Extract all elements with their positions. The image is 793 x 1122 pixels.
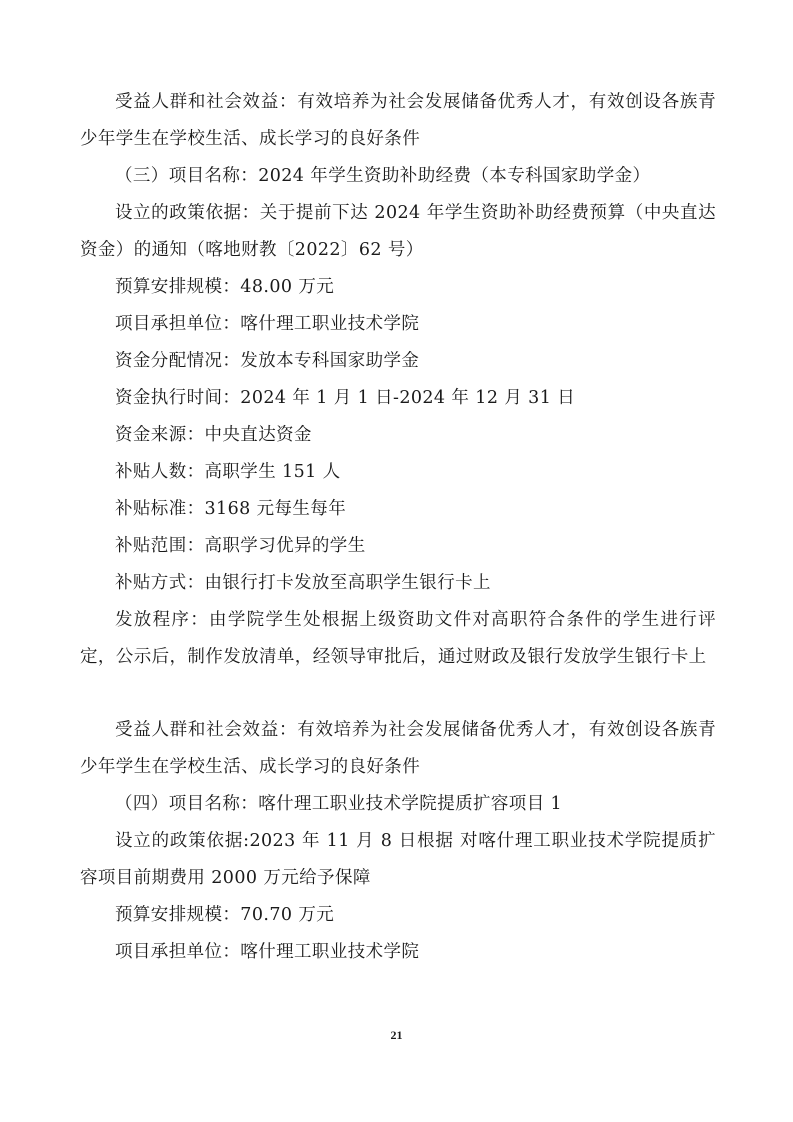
paragraph-execution-time: 资金执行时间：2024 年 1 月 1 日-2024 年 12 月 31 日: [115, 388, 576, 408]
paragraph-subsidy-standard: 补贴标准：3168 元每生每年: [115, 499, 347, 519]
paragraph-unit-1: 项目承担单位：喀什理工职业技术学院: [115, 314, 420, 334]
paragraph-fund-source: 资金来源：中央直达资金: [115, 425, 312, 445]
paragraph-subsidy-method: 补贴方式：由银行打卡发放至高职学生银行卡上: [115, 573, 491, 593]
paragraph-allocation: 资金分配情况：发放本专科国家助学金: [115, 351, 420, 371]
paragraph-procedure: 发放程序：由学院学生处根据上级资助文件对高职符合条件的学生进行评定，公示后，制作发放清单，经领导审批后，通过财政及银行发放学生银行卡上: [80, 610, 716, 667]
paragraph-budget-2: 预算安排规模：70.70 万元: [115, 905, 335, 925]
paragraph-unit-2: 项目承担单位：喀什理工职业技术学院: [115, 942, 420, 962]
section-heading-4: （四）项目名称：喀什理工职业技术学院提质扩容项目 1: [115, 794, 563, 814]
paragraph-benefit-2: 受益人群和社会效益：有效培养为社会发展储备优秀人才，有效创设各族青少年学生在学校生活、成长学习的良好条件: [80, 720, 716, 777]
paragraph-policy-basis-2: 设立的政策依据:2023 年 11 月 8 日根据 对喀什理工职业技术学院提质扩容项目前期费用 2000 万元给予保障: [80, 831, 716, 888]
paragraph-benefit-1: 受益人群和社会效益：有效培养为社会发展储备优秀人才，有效创设各族青少年学生在学校生活、成长学习的良好条件: [80, 92, 716, 149]
paragraph-subsidy-scope: 补贴范围：高职学习优异的学生: [115, 536, 366, 556]
page-number: 21: [390, 1028, 403, 1042]
section-heading-3: （三）项目名称：2024 年学生资助补助经费（本专科国家助学金）: [115, 166, 651, 186]
paragraph-budget-1: 预算安排规模：48.00 万元: [115, 277, 335, 297]
paragraph-subsidy-count: 补贴人数：高职学生 151 人: [115, 462, 341, 482]
paragraph-policy-basis-1: 设立的政策依据：关于提前下达 2024 年学生资助补助经费预算（中央直达资金）的通知（喀地财教〔2022〕62 号）: [80, 203, 716, 260]
